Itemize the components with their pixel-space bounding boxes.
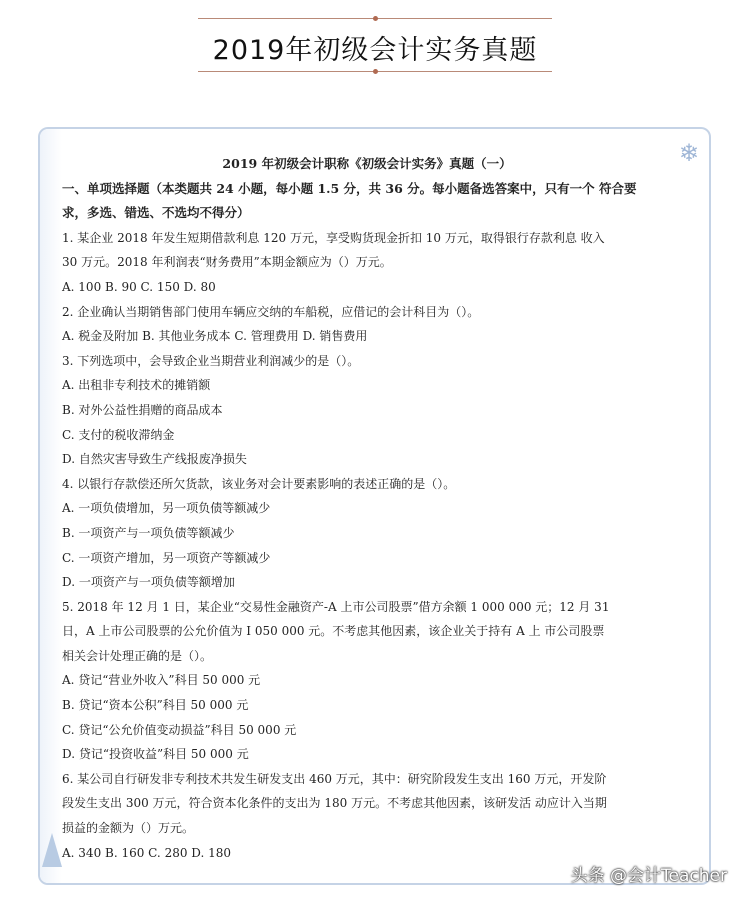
question-line: B. 贷记“资本公积”科目 50 000 元 (62, 698, 249, 713)
section-heading-line: 一、单项选择题（本类题共 24 小题，每小题 1.5 分，共 36 分。每小题备选答案中，只有一个 符合要 (62, 180, 637, 196)
question-line: 2. 企业确认当期销售部门使用车辆应交纳的车船税，应借记的会计科目为（）。 (62, 304, 480, 319)
title-dot-top (373, 16, 378, 21)
question-line: A. 100 B. 90 C. 150 D. 80 (62, 279, 216, 294)
question-line: D. 贷记“投资收益”科目 50 000 元 (62, 747, 249, 762)
question-line: C. 贷记“公允价值变动损益”科目 50 000 元 (62, 722, 297, 737)
snowflake-icon: ❄ (678, 139, 699, 167)
question-line: B. 一项资产与一项负债等额减少 (62, 525, 235, 540)
question-line: A. 340 B. 160 C. 280 D. 180 (62, 845, 232, 860)
source-watermark: 头条 @会计Teacher (570, 866, 727, 886)
document-heading: 2019 年初级会计职称《初级会计实务》真题（一） (222, 156, 512, 171)
title-banner (198, 18, 552, 72)
question-line: 6. 某公司自行研发非专利技术共发生研发支出 460 万元，其中：研究阶段发生支出 160 万元，开发阶 (62, 771, 607, 786)
question-line: 5. 2018 年 12 月 1 日，某企业“交易性金融资产-A 上市公司股票”借方余额 1 000 000 元；12 月 31 (62, 599, 610, 614)
question-line: B. 对外公益性捐赠的商品成本 (62, 402, 223, 417)
question-line: 日，A 上市公司股票的公允价值为 I 050 000 元。不考虑其他因素，该企业关于持有 A 上 市公司股票 (62, 624, 605, 639)
section-heading-line: 求，多选、错选、不选均不得分） (62, 205, 250, 221)
page-title: 2019年初级会计实务真题 (212, 35, 538, 66)
question-line: A. 一项负债增加，另一项负债等额减少 (62, 501, 271, 516)
question-line: D. 自然灾害导致生产线报废净损失 (62, 452, 247, 467)
title-dot-bottom (373, 69, 378, 74)
question-line: 相关会计处理正确的是（）。 (62, 648, 213, 663)
question-line: A. 贷记“营业外收入”科目 50 000 元 (62, 673, 261, 688)
question-line: A. 税金及附加 B. 其他业务成本 C. 管理费用 D. 销售费用 (62, 329, 368, 344)
question-line: 3. 下列选项中，会导致企业当期营业利润减少的是（）。 (62, 353, 360, 368)
pine-tree-icon (42, 833, 62, 867)
question-line: 1. 某企业 2018 年发生短期借款利息 120 万元，享受购货现金折扣 10 万元，取得银行存款利息 收入 (62, 230, 605, 245)
question-line: 4. 以银行存款偿还所欠货款，该业务对会计要素影响的表述正确的是（）。 (62, 476, 456, 491)
question-line: A. 出租非专利技术的摊销额 (62, 378, 211, 393)
question-line: C. 一项资产增加，另一项资产等额减少 (62, 550, 271, 565)
question-line: 段发生支出 300 万元，符合资本化条件的支出为 180 万元。不考虑其他因素，该研发活 动应计入当期 (62, 796, 607, 811)
paper-edge-tint (40, 129, 62, 883)
question-line: C. 支付的税收滞纳金 (62, 427, 175, 442)
question-line: D. 一项资产与一项负债等额增加 (62, 575, 235, 590)
exam-content (62, 152, 672, 865)
question-line: 损益的金额为（）万元。 (62, 821, 195, 836)
question-line: 30 万元。2018 年利润表“财务费用”本期金额应为（）万元。 (62, 255, 392, 270)
